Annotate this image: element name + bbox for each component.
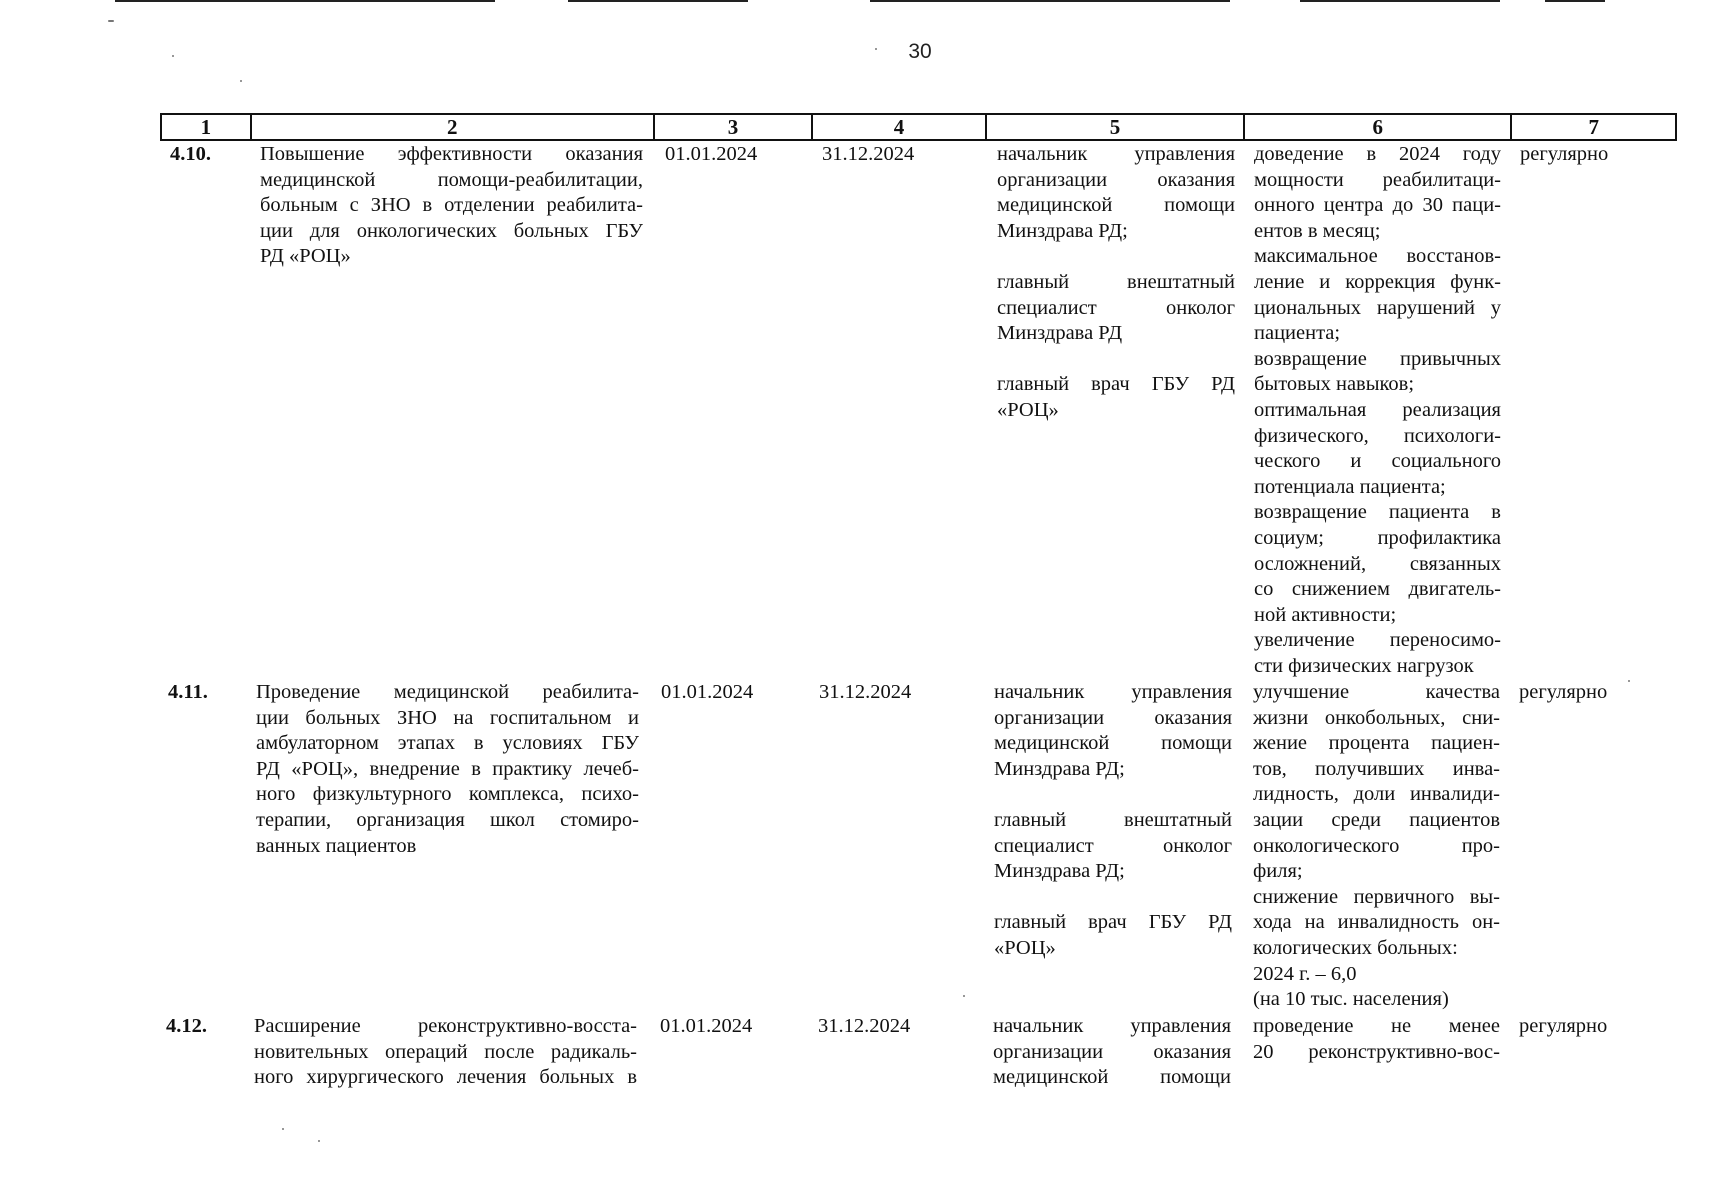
responsible-cell: [993, 1014, 1231, 1091]
result-line: улучшение качества: [1253, 681, 1500, 703]
responsible-line: медицинской помощи: [997, 194, 1235, 217]
end-date: 31.12.2024: [822, 143, 915, 165]
activity-line: ции для онкологических больных ГБУ: [260, 219, 643, 242]
result-line: 20 реконструктивно-вос-: [1253, 1040, 1500, 1063]
column-header-5: 5: [987, 115, 1245, 139]
responsible-line: Минздрава РД;: [997, 219, 1128, 242]
activity-line: амбулаторном этапах в условиях ГБУ: [256, 732, 639, 755]
result-line: физического, психологи-: [1254, 424, 1501, 447]
activity-cell: [254, 1014, 637, 1091]
result-line: (на 10 тыс. населения): [1253, 988, 1449, 1011]
result-line: увеличение переносимо-: [1254, 629, 1501, 652]
responsible-line: начальник управления: [997, 143, 1235, 165]
result-line: лидность, доли инвалиди-: [1253, 783, 1500, 806]
top-border-line: [115, 0, 495, 2]
result-line: кологических больных:: [1253, 936, 1458, 959]
responsible-line: начальник управления: [994, 681, 1232, 703]
responsible-line: «РОЦ»: [997, 398, 1059, 421]
table-header: [160, 113, 1677, 141]
result-line: онкологического про-: [1253, 834, 1500, 857]
frequency: регулярно: [1520, 143, 1609, 165]
blank-line: [994, 885, 1232, 911]
scan-speck: [963, 995, 965, 997]
result-line: зации среди пациентов: [1253, 808, 1500, 831]
row-number: 4.11.: [168, 681, 208, 703]
start-date: 01.01.2024: [665, 143, 758, 165]
start-date: 01.01.2024: [660, 1015, 753, 1037]
result-line: возвращение привычных: [1254, 347, 1501, 370]
responsible-line: организации оказания: [997, 168, 1235, 191]
result-line: ентов в месяц;: [1254, 219, 1381, 242]
result-line: со снижением двигатель-: [1254, 578, 1501, 601]
result-line: возвращение пациента в: [1254, 501, 1501, 524]
responsible-line: Минздрава РД;: [994, 757, 1125, 780]
top-border-line: [870, 0, 1230, 2]
activity-cell: [260, 142, 643, 270]
column-header-6: 6: [1245, 115, 1512, 139]
result-line: потенциала пациента;: [1254, 475, 1446, 498]
result-line: проведение не менее: [1253, 1015, 1500, 1037]
scan-speck: [875, 48, 877, 50]
result-line: оптимальная реализация: [1254, 398, 1501, 421]
result-line: онного центра до 30 паци-: [1254, 194, 1501, 217]
activity-line: ного хирургического лечения больных в: [254, 1066, 637, 1089]
responsible-line: главный внештатный: [997, 270, 1235, 293]
start-date: 01.01.2024: [661, 681, 754, 703]
activity-line: ванных пациентов: [256, 834, 417, 857]
result-line: снижение первичного вы-: [1253, 885, 1500, 908]
activity-line: Расширение реконструктивно-восста-: [254, 1015, 637, 1037]
result-line: филя;: [1253, 860, 1303, 883]
result-line: ление и коррекция функ-: [1254, 270, 1501, 293]
responsible-line: Минздрава РД: [997, 322, 1123, 345]
scan-speck: [318, 1140, 320, 1142]
responsible-line: главный врач ГБУ РД: [994, 911, 1232, 934]
frequency: регулярно: [1519, 681, 1608, 703]
result-cell: [1253, 1014, 1500, 1065]
scan-speck: [282, 1128, 284, 1130]
top-border-line: [1545, 0, 1605, 2]
column-header-7: 7: [1588, 115, 1599, 139]
activity-line: медицинской помощи-реабилитации,: [260, 168, 643, 191]
activity-cell: [256, 680, 639, 859]
result-line: жизни онкобольных, сни-: [1253, 706, 1500, 729]
result-line: циональных нарушений у: [1254, 296, 1501, 319]
responsible-line: медицинской помощи: [994, 732, 1232, 755]
result-line: 2024 г. – 6,0: [1253, 962, 1357, 985]
end-date: 31.12.2024: [819, 681, 912, 703]
responsible-line: главный внештатный: [994, 808, 1232, 831]
result-line: доведение в 2024 году: [1254, 143, 1501, 165]
result-line: пациента;: [1254, 322, 1341, 345]
activity-line: новительных операций после радикаль-: [254, 1040, 637, 1063]
blank-line: [997, 347, 1235, 373]
responsible-line: специалист онколог: [997, 296, 1235, 319]
responsible-line: специалист онколог: [994, 834, 1232, 857]
responsible-cell: [994, 680, 1232, 962]
result-line: жение процента пациен-: [1253, 732, 1500, 755]
responsible-line: начальник управления: [993, 1015, 1231, 1037]
scan-speck: [172, 55, 174, 57]
activity-line: ного физкультурного комплекса, психо-: [256, 783, 639, 806]
top-border-line: [568, 0, 748, 2]
scan-speck: [240, 80, 242, 82]
result-line: максимальное восстанов-: [1254, 245, 1501, 268]
result-line: тов, получивших инва-: [1253, 757, 1500, 780]
responsible-line: медицинской помощи: [993, 1066, 1231, 1089]
top-border-line: [1300, 0, 1500, 2]
column-header-2: 2: [252, 115, 655, 139]
activity-line: РД «РОЦ», внедрение в практику лечеб-: [256, 757, 639, 780]
result-cell: [1254, 142, 1501, 679]
scan-speck: [108, 20, 114, 22]
activity-line: Повышение эффективности оказания: [260, 143, 643, 165]
activity-line: ции больных ЗНО на госпитальном и: [256, 706, 639, 729]
blank-line: [997, 244, 1235, 270]
end-date: 31.12.2024: [818, 1015, 911, 1037]
responsible-line: «РОЦ»: [994, 936, 1056, 959]
activity-line: Проведение медицинской реабилита-: [256, 681, 639, 703]
result-line: осложнений, связанных: [1254, 552, 1501, 575]
row-number: 4.10.: [170, 143, 211, 165]
responsible-line: Минздрава РД;: [994, 860, 1125, 883]
responsible-cell: [997, 142, 1235, 424]
result-cell: [1253, 680, 1500, 1013]
row-number: 4.12.: [166, 1015, 207, 1037]
result-line: хода на инвалидность он-: [1253, 911, 1500, 934]
result-line: сти физических нагрузок: [1254, 654, 1474, 677]
result-line: ческого и социального: [1254, 450, 1501, 473]
responsible-line: главный врач ГБУ РД: [997, 373, 1235, 396]
column-header-3: 3: [655, 115, 814, 139]
result-line: бытовых навыков;: [1254, 373, 1415, 396]
blank-line: [994, 782, 1232, 808]
frequency: регулярно: [1519, 1015, 1608, 1037]
activity-line: больным с ЗНО в отделении реабилита-: [260, 194, 643, 217]
column-header-1: 1: [162, 115, 252, 139]
activity-line: терапии, организация школ стомиро-: [256, 808, 639, 831]
result-line: ной активности;: [1254, 603, 1397, 626]
activity-line: РД «РОЦ»: [260, 245, 351, 268]
result-line: социум; профилактика: [1254, 526, 1501, 549]
responsible-line: организации оказания: [993, 1040, 1231, 1063]
column-header-4: 4: [813, 115, 987, 139]
page-number: 30: [908, 40, 932, 63]
result-line: мощности реабилитаци-: [1254, 168, 1501, 191]
responsible-line: организации оказания: [994, 706, 1232, 729]
